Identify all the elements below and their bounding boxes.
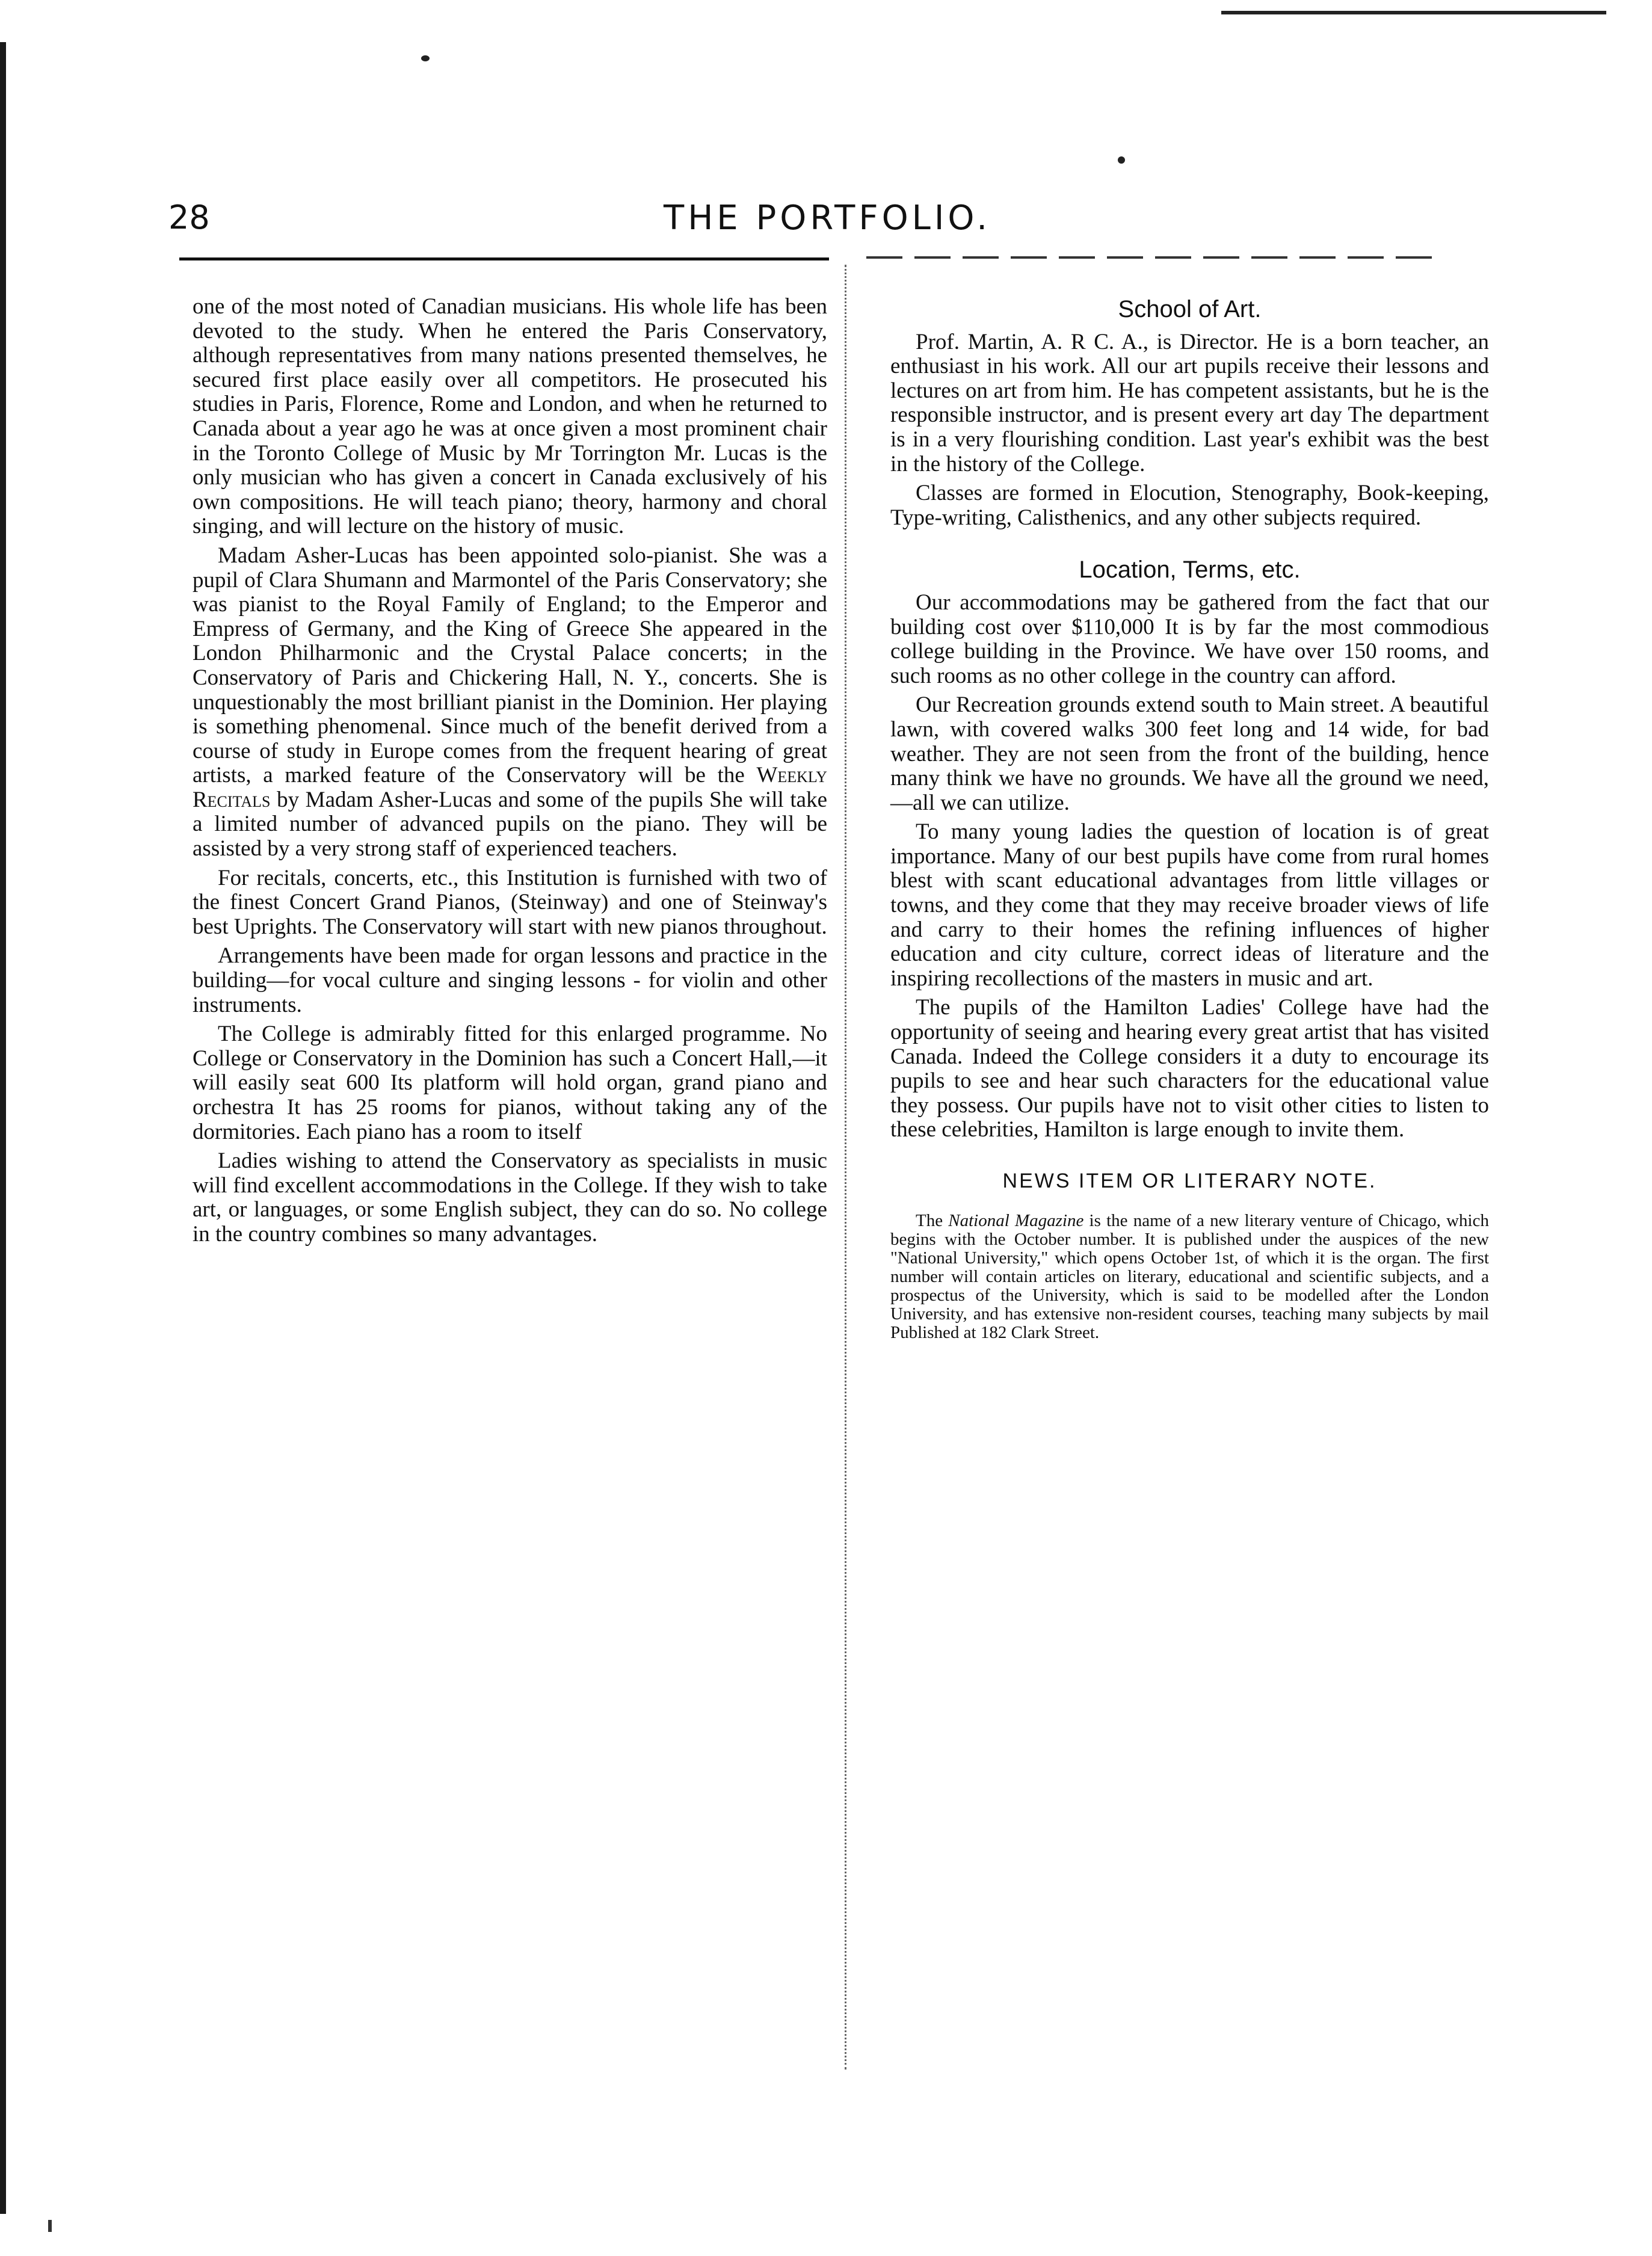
- column-divider: [845, 265, 846, 2070]
- news-note: [890, 1212, 1489, 1342]
- top-edge-mark: [1221, 11, 1606, 14]
- paragraph: [193, 544, 827, 861]
- paragraph: The pupils of the Hamilton Ladies' College have had the opportunity of seeing and hearing every great artist that has visited Canada. Indeed the College considers it a duty to encourage its pupils to see and hear such characters for the educational value they possess. Our pupils have not to visit other cities to listen to these celebrities, Hamilton is large enough to invite them.: [890, 995, 1489, 1142]
- paragraph-text: Madam Asher-Lucas has been appointed solo-pianist. She was a pupil of Clara Shumann and Marmontel of the Paris Conservatory; she was pianist to the Royal Family of England; to the Emperor and Empress of Germany, and the King of Greece She appeared in the London Philharmonic and the Crystal Palace concerts; in the Conservatory of Paris and Chickering Hall, N. Y., concerts. She is unquestionably the most brilliant pianist in the Dominion. Her playing is something phenomenal. Since much of the benefit derived from a course of study in Europe comes from the frequent hearing of great artists, a marked feature of the Conservatory will be the: [193, 543, 827, 788]
- weekly-recitals-text: Weekly Recitals: [193, 763, 827, 812]
- paragraph: The College is admirably fitted for this enlarged programme. No College or Conservatory in the Dominion has such a Concert Hall,—it will easily seat 600 Its platform will hold organ, grand piano and orchestra It has 25 rooms for pianos, without taking any of the dormitories. Each piano has a room to itself: [193, 1022, 827, 1144]
- running-title: THE PORTFOLIO.: [663, 199, 991, 238]
- paragraph-text: by Madam Asher-Lucas and some of the pupils She will take a limited number of advanced pupils on the piano. They will be assisted by a very strong staff of experienced teachers.: [193, 787, 827, 861]
- header-rule-right: [866, 256, 1438, 259]
- paragraph: To many young ladies the question of location is of great importance. Many of our best pupils have come from rural homes blest with scant educational advantages from little villages or towns, and they come that they may receive broader views of life and carry to their homes the refining influences of higher education and city culture, correct ideas of literature and the inspiring recollections of the masters in music and art.: [890, 819, 1489, 991]
- news-text: is the name of a new literary venture of Chicago, which begins with the October number. It is published under the auspices of the new "National University," which opens October 1st, of which it is the organ. The first number will contain articles on literary, educational and scientific subjects, and a prospectus of the University, which is said to be modelled after the London University, and has extensive non-resident courses, teaching many subjects by mail Published at 182 Clark Street.: [890, 1210, 1489, 1342]
- left-column: [193, 295, 827, 1252]
- paragraph: Ladies wishing to attend the Conservatory as specialists in music will find excellent accommodations in the College. If they wish to take art, or languages, or some English subject, they can do so. No college in the country combines so many advantages.: [193, 1148, 827, 1247]
- paragraph: Our accommodations may be gathered from the fact that our building cost over $110,000 It is by far the most commodious college building in the Province. We have over 150 rooms, and such rooms as no other college in the country can afford.: [890, 590, 1489, 688]
- news-item-heading: NEWS ITEM OR LITERARY NOTE.: [1002, 1170, 1377, 1192]
- paragraph: Our Recreation grounds extend south to Main street. A beautiful lawn, with covered walks 300 feet long and 14 wide, for bad weather. They are not seen from the front of the building, hence many think we have no grounds. We have all the ground we need,—all we can utilize.: [890, 692, 1489, 815]
- right-column: [890, 295, 1489, 1342]
- paragraph: Arrangements have been made for organ lessons and practice in the building—for vocal culture and singing lessons - for violin and other instruments.: [193, 943, 827, 1017]
- location-terms-heading: Location, Terms, etc.: [1079, 556, 1301, 584]
- magazine-title: National Magazine: [948, 1210, 1084, 1230]
- paragraph: Prof. Martin, A. R C. A., is Director. He is a born teacher, an enthusiast in his work. All our art pupils receive their lessons and lectures on art from him. He has competent assistants, but he is the responsible instructor, and is present every art day The department is in a very flourishing condition. Last year's exhibit was the best in the history of the College.: [890, 329, 1489, 476]
- paragraph: For recitals, concerts, etc., this Institution is furnished with two of the finest Concert Grand Pianos, (Steinway) and one of Steinway's best Uprights. The Conservatory will start with new pianos throughout.: [193, 865, 827, 939]
- paragraph: Classes are formed in Elocution, Stenography, Book-keeping, Type-writing, Calisthenics, and any other subjects required.: [890, 481, 1489, 530]
- ink-speck: [421, 55, 430, 61]
- ink-speck: [48, 2220, 52, 2232]
- paragraph: one of the most noted of Canadian musicians. His whole life has been devoted to the study. When he entered the Paris Conservatory, although representatives from many nations presented themselves, he secured first place easily over all competitors. He prosecuted his studies in Paris, Florence, Rome and London, and when he returned to Canada about a year ago he was at once given a most prominent chair in the Toronto College of Music by Mr Torrington Mr. Lucas is the only musician who has given a concert in Canada exclusively of his own compositions. He will teach piano; theory, harmony and choral singing, and will lecture on the history of music.: [193, 294, 827, 539]
- news-paragraph: [890, 1212, 1489, 1342]
- ink-speck: [1118, 156, 1125, 164]
- page-edge-shadow: [0, 42, 6, 2214]
- news-text: The: [916, 1210, 949, 1230]
- header-rule-left: [179, 257, 829, 260]
- page-number: 28: [168, 199, 210, 236]
- school-of-art-heading: School of Art.: [1118, 296, 1262, 322]
- page-header: [168, 199, 1486, 259]
